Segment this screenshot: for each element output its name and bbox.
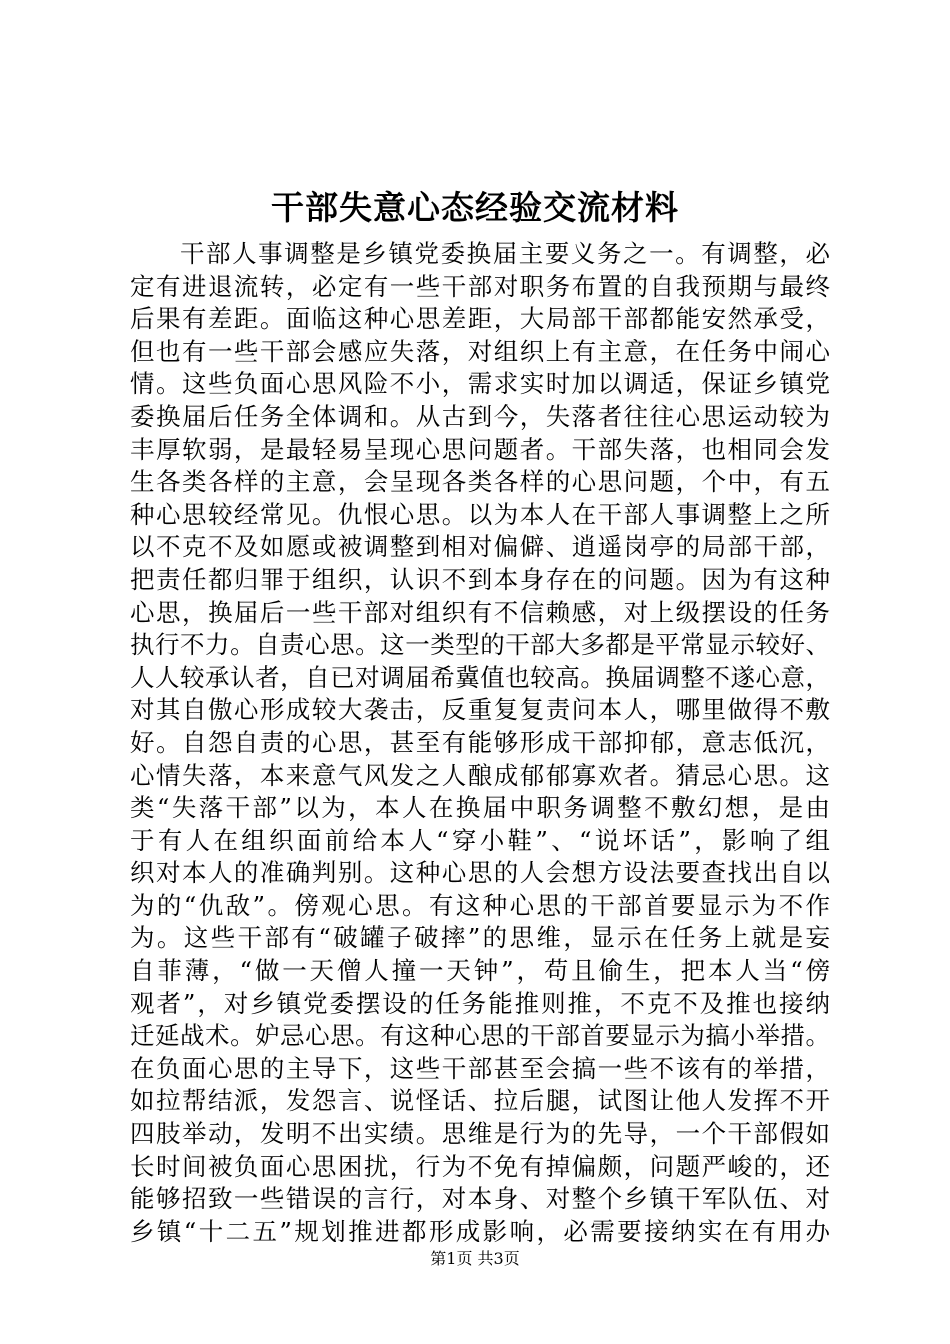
body-text-line: 为。这些干部有“破罐子破摔”的思维，显示在任务上就是妄 <box>130 923 830 953</box>
body-text-line: 迁延战术。妒忌心思。有这种心思的干部首要显示为搞小举措。 <box>130 1021 830 1051</box>
document-body <box>130 238 830 1248</box>
body-text-line: 在负面心思的主导下，这些干部甚至会搞一些不该有的举措， <box>130 1053 830 1083</box>
body-text-line: 为的“仇敌”。傍观心思。有这种心思的干部首要显示为不作 <box>130 890 830 920</box>
body-text-line: 把责任都归罪于组织，认识不到本身存在的问题。因为有这种 <box>130 564 830 594</box>
body-text-line: 自菲薄，“做一天僧人撞一天钟”，苟且偷生，把本人当“傍 <box>130 956 830 986</box>
page-footer: 第1页 共3页 <box>430 1249 520 1268</box>
body-text-line: 能够招致一些错误的言行，对本身、对整个乡镇干军队伍、对 <box>130 1184 830 1214</box>
body-text-line: 四肢举动，发明不出实绩。思维是行为的先导，一个干部假如 <box>130 1119 830 1149</box>
body-text-line: 人人较承认者，自已对调届希冀值也较高。换届调整不遂心意， <box>130 662 830 692</box>
document-title: 干部失意心态经验交流材料 <box>271 188 679 227</box>
body-text-line: 种心思较经常见。仇恨心思。以为本人在干部人事调整上之所 <box>130 499 830 529</box>
body-text-line: 生各类各样的主意，会呈现各类各样的心思问题，个中，有五 <box>130 467 830 497</box>
body-text-line: 但也有一些干部会感应失落，对组织上有主意，在任务中闹心 <box>130 336 830 366</box>
body-text-line: 心思，换届后一些干部对组织有不信赖感，对上级摆设的任务 <box>130 597 830 627</box>
body-text-line: 好。自怨自责的心思，甚至有能够形成干部抑郁，意志低沉， <box>130 727 830 757</box>
body-text-line: 执行不力。自责心思。这一类型的干部大多都是平常显示较好、 <box>130 630 830 660</box>
body-text-line: 后果有差距。面临这种心思差距，大局部干部都能安然承受， <box>130 304 830 334</box>
body-text-line: 于有人在组织面前给本人“穿小鞋”、“说坏话”，影响了组 <box>130 825 830 855</box>
body-text-line: 长时间被负面心思困扰，行为不免有掉偏颇，问题严峻的，还 <box>130 1151 830 1181</box>
body-text-line: 乡镇“十二五”规划推进都形成影响，必需要接纳实在有用办 <box>130 1216 830 1246</box>
body-text-line: 心情失落，本来意气风发之人酿成郁郁寡欢者。猜忌心思。这 <box>130 760 830 790</box>
body-text-line: 观者”，对乡镇党委摆设的任务能推则推，不克不及推也接纳 <box>130 988 830 1018</box>
body-text-line: 丰厚软弱，是最轻易呈现心思问题者。干部失落，也相同会发 <box>130 434 830 464</box>
body-text-line: 对其自傲心形成较大袭击，反重复复责问本人，哪里做得不敷 <box>130 695 830 725</box>
body-text-line: 以不克不及如愿或被调整到相对偏僻、逍遥岗亭的局部干部， <box>130 532 830 562</box>
body-text-line: 委换届后任务全体调和。从古到今，失落者往往心思运动较为 <box>130 401 830 431</box>
body-text-line: 干部人事调整是乡镇党委换届主要义务之一。有调整，必 <box>180 239 830 268</box>
body-text-line: 织对本人的准确判别。这种心思的人会想方设法要查找出自以 <box>130 858 830 888</box>
body-text-line: 如拉帮结派，发怨言、说怪话、拉后腿，试图让他人发挥不开 <box>130 1086 830 1116</box>
body-text-line: 情。这些负面心思风险不小，需求实时加以调适，保证乡镇党 <box>130 369 830 399</box>
body-text-line: 定有进退流转，必定有一些干部对职务布置的自我预期与最终 <box>130 271 830 301</box>
body-text-line: 类“失落干部”以为，本人在换届中职务调整不敷幻想，是由 <box>130 793 830 823</box>
